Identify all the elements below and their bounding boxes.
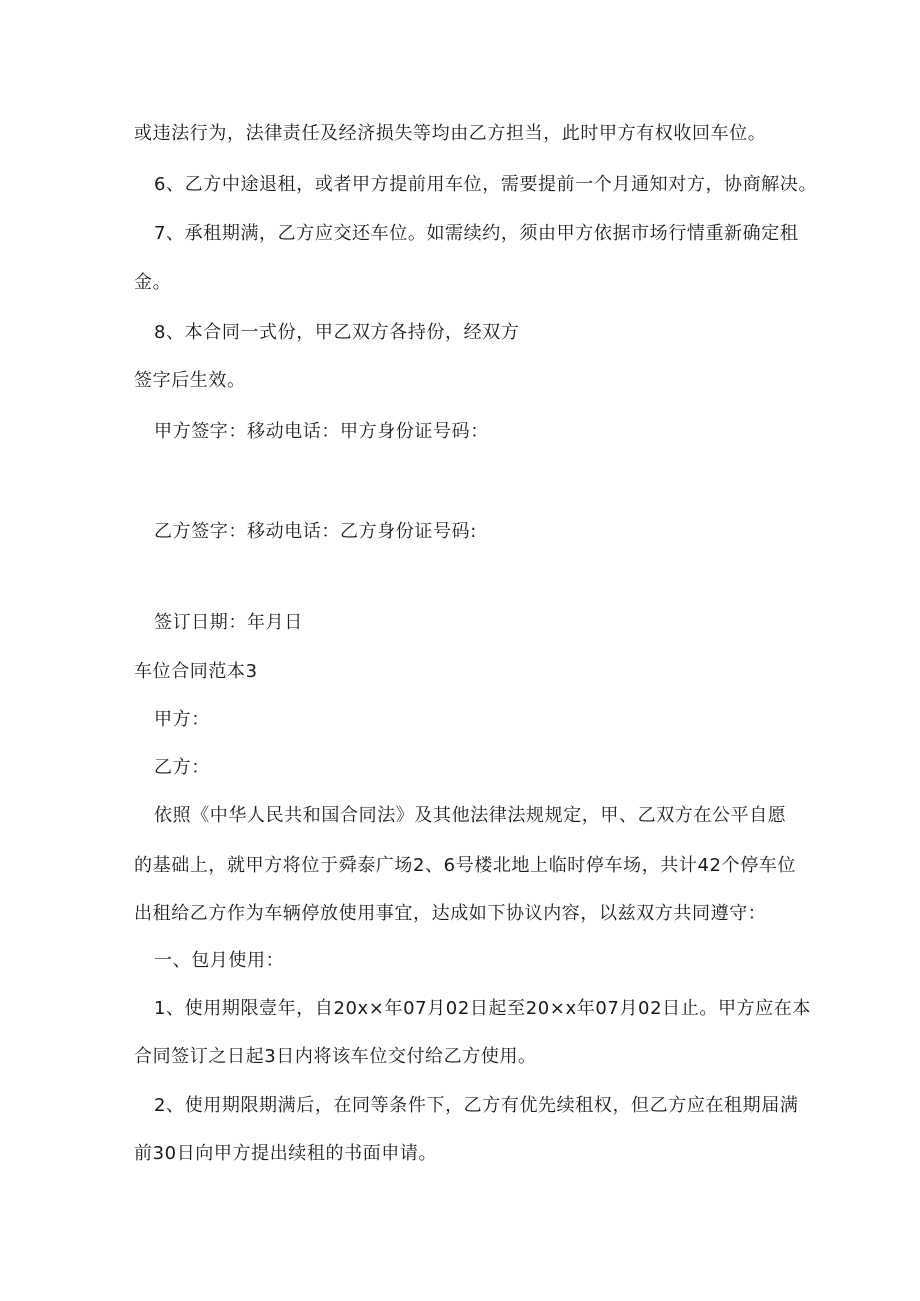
term-1-line-2: 合同签订之日起3日内将该车位交付给乙方使用。 (134, 1046, 537, 1067)
term-2-line-1: 2、使用期限期满后，在同等条件下，乙方有优先续租权，但乙方应在租期届满 (154, 1095, 799, 1116)
term-2-line-2: 前30日向甲方提出续租的书面申请。 (134, 1143, 438, 1164)
preamble-line-1: 依照《中华人民共和国合同法》及其他法律法规规定，甲、乙双方在公平自愿 (154, 805, 787, 826)
term-1-line-1: 1、使用期限壹年，自20x×年07月02日起至20×x年07月02日止。甲方应在本 (154, 998, 811, 1019)
clause-8-line: 8、本合同一式份，甲乙双方各持份，经双方 (154, 322, 520, 343)
clause-6-line: 6、乙方中途退租，或者甲方提前用车位，需要提前一个月通知对方，协商解决。 (154, 174, 818, 195)
party-a-signature-line: 甲方签字：移动电话：甲方身份证号码： (154, 421, 489, 442)
signing-date-line: 签订日期：年月日 (154, 612, 303, 633)
party-b-label: 乙方： (154, 757, 210, 778)
clause-7-continuation: 金。 (134, 272, 172, 293)
party-b-signature-line: 乙方签字：移动电话：乙方身份证号码: (154, 521, 477, 542)
clause-8-continuation: 签字后生效。 (134, 370, 246, 391)
preamble-line-2: 的基础上，就甲方将位于舜泰广场2、6号楼北地上临时停车场，共计42个停车位 (134, 855, 797, 876)
section-heading-monthly: 一、包月使用： (154, 950, 285, 971)
party-a-label: 甲方： (154, 709, 210, 730)
section-title: 车位合同范本3 (134, 661, 258, 682)
paragraph-line: 或违法行为，法律责任及经济损失等均由乙方担当，此时甲方有权收回车位。 (134, 123, 767, 144)
preamble-line-3: 出租给乙方作为车辆停放使用事宜，达成如下协议内容，以兹双方共同遵守： (134, 903, 767, 924)
clause-7-line: 7、承租期满，乙方应交还车位。如需续约，须由甲方依据市场行情重新确定租 (154, 223, 799, 244)
